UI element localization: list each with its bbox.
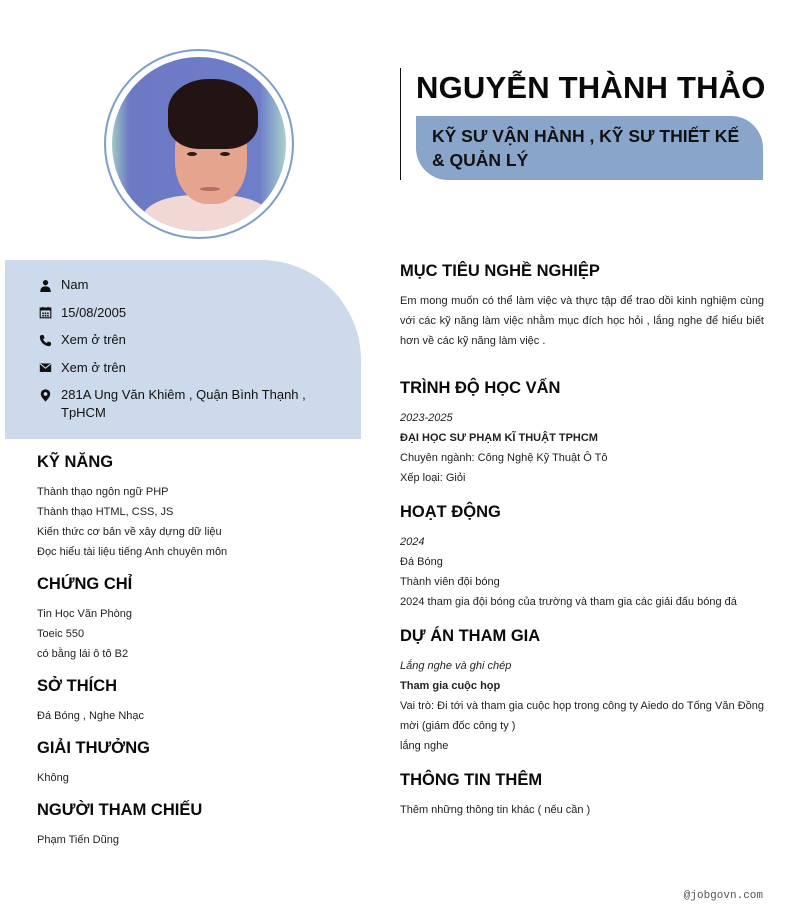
left-column — [37, 451, 357, 861]
calendar-icon — [39, 304, 61, 322]
avatar-eye-shape — [187, 152, 197, 156]
certificate-item: Toeic 550 — [37, 628, 85, 640]
hobby-item: Đá Bóng , Nghe Nhạc — [37, 710, 145, 722]
extra-info-text: Thêm những thông tin khác ( nếu cần ) — [400, 804, 591, 816]
project-subtitle: Lắng nghe và ghi chép — [400, 660, 512, 672]
section-activities — [400, 501, 764, 612]
activity-period: 2024 — [400, 536, 425, 548]
contact-panel — [5, 260, 361, 439]
gender-value: Nam — [61, 277, 89, 292]
job-title: KỸ SƯ VẬN HÀNH , KỸ SƯ THIẾT KẾ & QUẢN LÝ — [432, 126, 740, 170]
section-heading: KỸ NĂNG — [37, 453, 114, 471]
activity-description: 2024 tham gia đội bóng của trường và tham gia các giải đấu bóng đá — [400, 596, 737, 608]
skill-item: Đọc hiểu tài liệu tiếng Anh chuyên môn — [37, 546, 228, 558]
skill-item: Thành thạo HTML, CSS, JS — [37, 506, 174, 518]
contact-address — [39, 386, 361, 422]
watermark: @jobgovn.com — [683, 890, 763, 902]
phone-icon — [39, 331, 61, 349]
section-awards — [37, 737, 357, 788]
project-name: Tham gia cuộc họp — [400, 680, 501, 692]
section-heading: SỞ THÍCH — [37, 677, 118, 695]
reference-item: Phạm Tiến Dũng — [37, 834, 119, 846]
candidate-name: NGUYỄN THÀNH THẢO — [416, 70, 766, 105]
activity-name: Đá Bóng — [400, 556, 443, 568]
section-heading: NGƯỜI THAM CHIẾU — [37, 801, 203, 819]
person-icon — [39, 276, 61, 294]
birthday-value: 15/08/2005 — [61, 304, 127, 320]
certificate-item: Tin Học Văn Phòng — [37, 608, 132, 620]
address-value: 281A Ung Văn Khiêm , Quận Bình Thạnh , TpHCM — [61, 387, 306, 420]
project-role: Vai trò: Đi tới và tham gia cuộc họp trong công ty Aiedo do Tống Văn Đồng mời (giám đốc công ty ) — [400, 700, 764, 732]
skill-item: Thành thạo ngôn ngữ PHP — [37, 486, 169, 498]
objective-text: Em mong muốn có thể làm việc và thực tập để trao dồi kinh nghiệm cùng với các kỹ năng làm việc nhằm mục đích học hỏi , lắng nghe để hiểu biết hơn về các kỹ năng làm việc . — [400, 295, 764, 347]
section-heading: THÔNG TIN THÊM — [400, 771, 543, 789]
contact-phone — [39, 331, 361, 349]
section-certificates — [37, 573, 357, 664]
avatar-eye-shape — [220, 152, 230, 156]
section-heading: TRÌNH ĐỘ HỌC VẤN — [400, 379, 561, 397]
section-extra-info — [400, 769, 764, 820]
activity-role: Thành viên đội bóng — [400, 576, 500, 588]
education-school: ĐẠI HỌC SƯ PHẠM KĨ THUẬT TPHCM — [400, 432, 598, 444]
project-note: lắng nghe — [400, 740, 449, 752]
certificate-item: có bằng lái ô tô B2 — [37, 648, 129, 660]
contact-email — [39, 359, 361, 377]
section-heading: MỤC TIÊU NGHỀ NGHIỆP — [400, 262, 600, 280]
section-projects — [400, 625, 764, 756]
section-education — [400, 377, 764, 488]
education-period: 2023-2025 — [400, 412, 453, 424]
envelope-icon — [39, 359, 61, 377]
section-references — [37, 799, 357, 850]
section-heading: CHỨNG CHỈ — [37, 575, 133, 593]
skill-item: Kiến thức cơ bản về xây dựng dữ liệu — [37, 526, 222, 538]
job-title-banner — [416, 116, 763, 180]
contact-birthday — [39, 304, 361, 322]
section-objective — [400, 260, 764, 351]
section-heading: DỰ ÁN THAM GIA — [400, 627, 541, 645]
education-grade: Xếp loại: Giỏi — [400, 472, 466, 484]
avatar-hair-shape — [168, 79, 258, 149]
avatar-mouth-shape — [200, 187, 220, 191]
avatar-photo — [112, 57, 286, 231]
email-value: Xem ở trên — [61, 359, 126, 375]
avatar-frame — [104, 49, 294, 239]
education-major: Chuyên ngành: Công Nghệ Kỹ Thuật Ô Tô — [400, 452, 608, 464]
map-pin-icon — [39, 386, 61, 404]
contact-gender — [39, 276, 361, 294]
section-heading: HOẠT ĐỘNG — [400, 503, 501, 521]
section-heading: GIẢI THƯỞNG — [37, 739, 151, 757]
right-column — [400, 260, 764, 833]
header-divider — [400, 68, 401, 180]
award-item: Không — [37, 772, 69, 784]
section-skills — [37, 451, 357, 562]
section-hobbies — [37, 675, 357, 726]
phone-value: Xem ở trên — [61, 332, 126, 347]
